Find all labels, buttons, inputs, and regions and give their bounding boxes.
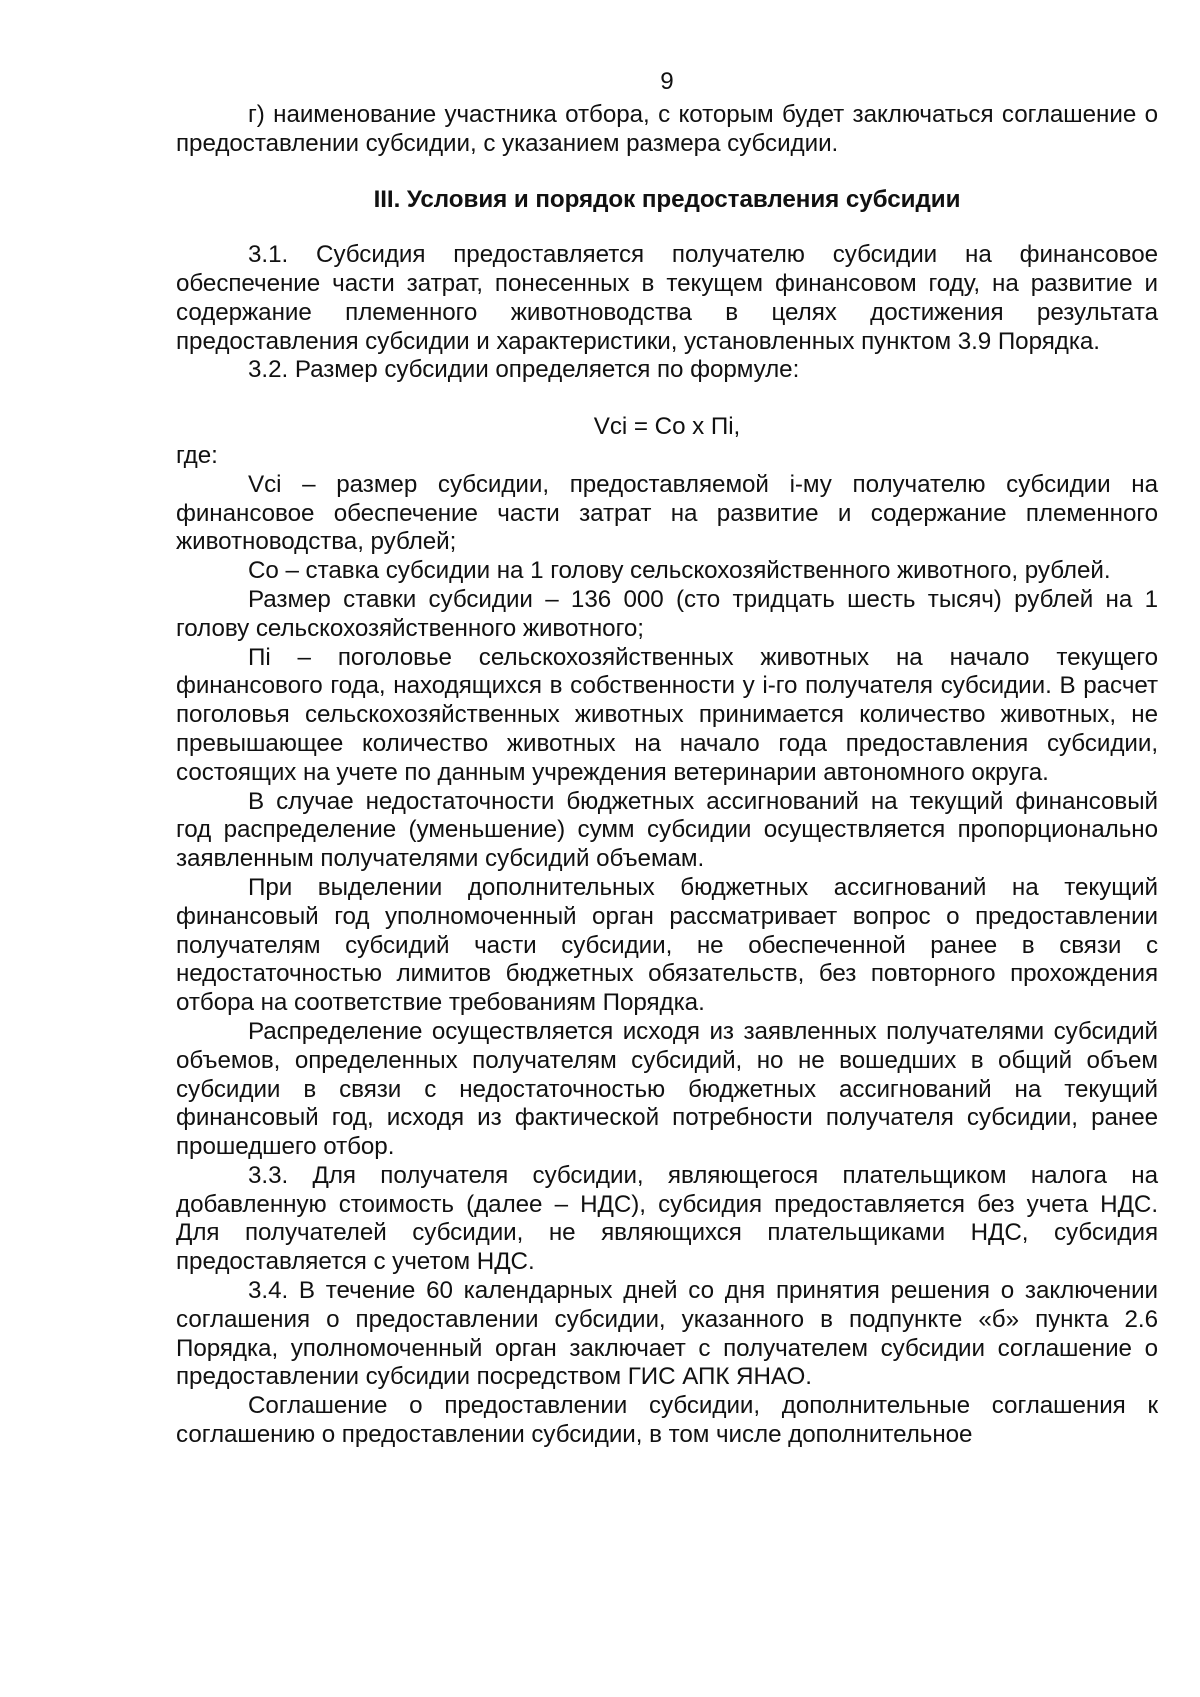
subsidy-formula: Vci = Со х Пі, (593, 413, 741, 441)
paragraph-insufficient-funds: В случае недостаточности бюджетных ассигнований на текущий финансовый год распределение (уменьшение) сумм субсидии осуществляется пропорционально заявленным получателями субсидий объемам. (176, 787, 1158, 873)
where-label: где: (176, 441, 218, 469)
paragraph-pi-definition: Пі – поголовье сельскохозяйственных животных на начало текущего финансового года, находящихся в собственности у і-го получателя субсидии. В расчет поголовья сельскохозяйственных животных принимается количество животных, не превышающее количество животных на начало года предоставления субсидии, состоящих на учете по данным учреждения ветеринарии автономного округа. (176, 643, 1158, 786)
paragraph-3-1: 3.1. Субсидия предоставляется получателю субсидии на финансовое обеспечение части затрат, понесенных в текущем финансовом году, на развитие и содержание племенного животноводства в целях достижения результата предоставления субсидии и характеристики, установленных пунктом 3.9 Порядка. (176, 241, 1158, 355)
paragraph-agreement: Соглашение о предоставлении субсидии, дополнительные соглашения к соглашению о предоставлении субсидии, в том числе дополнительное (176, 1392, 1158, 1449)
paragraph-rate-amount: Размер ставки субсидии – 136 000 (сто тридцать шесть тысяч) рублей на 1 голову сельскохозяйственного животного; (176, 585, 1158, 642)
paragraph-vci-definition: Vci – размер субсидии, предоставляемой і-му получателю субсидии на финансовое обеспечение части затрат на развитие и содержание племенного животноводства, рублей; (176, 470, 1158, 556)
paragraph-co-definition: Со – ставка субсидии на 1 голову сельскохозяйственного животного, рублей. (248, 557, 1111, 585)
paragraph-3-3: 3.3. Для получателя субсидии, являющегося плательщиком налога на добавленную стоимость (далее – НДС), субсидия предоставляется без учета НДС. Для получателей субсидии, не являющихся плательщиками НДС, субсидия предоставляется с учетом НДС. (176, 1161, 1158, 1276)
page-content (176, 68, 1158, 1450)
paragraph-additional-funds: При выделении дополнительных бюджетных ассигнований на текущий финансовый год уполномоченный орган рассматривает вопрос о предоставлении получателям субсидий части субсидии, не обеспеченной ранее в связи с недостаточностью лимитов бюджетных обязательств, без повторного прохождения отбора на соответствие требованиям Порядка. (176, 873, 1158, 1017)
section-heading: III. Условия и порядок предоставления субсидии (373, 186, 961, 214)
paragraph-distribution: Распределение осуществляется исходя из заявленных получателями субсидий объемов, определенных получателям субсидий, но не вошедших в общий объем субсидии в связи с недостаточностью бюджетных ассигнований на текущий финансовый год, исходя из фактической потребности получателя субсидии, ранее прошедшего отбор. (176, 1017, 1158, 1161)
paragraph-3-4: 3.4. В течение 60 календарных дней со дня принятия решения о заключении соглашения о предоставлении субсидии, указанного в подпункте «б» пункта 2.6 Порядка, уполномоченный орган заключает с получателем субсидии соглашение о предоставлении субсидии посредством ГИС АПК ЯНАО. (176, 1277, 1158, 1391)
paragraph-subitem-g: г) наименование участника отбора, с которым будет заключаться соглашение о предоставлении субсидии, с указанием размера субсидии. (176, 100, 1158, 157)
page-number: 9 (660, 68, 674, 95)
paragraph-3-2: 3.2. Размер субсидии определяется по формуле: (248, 356, 800, 384)
